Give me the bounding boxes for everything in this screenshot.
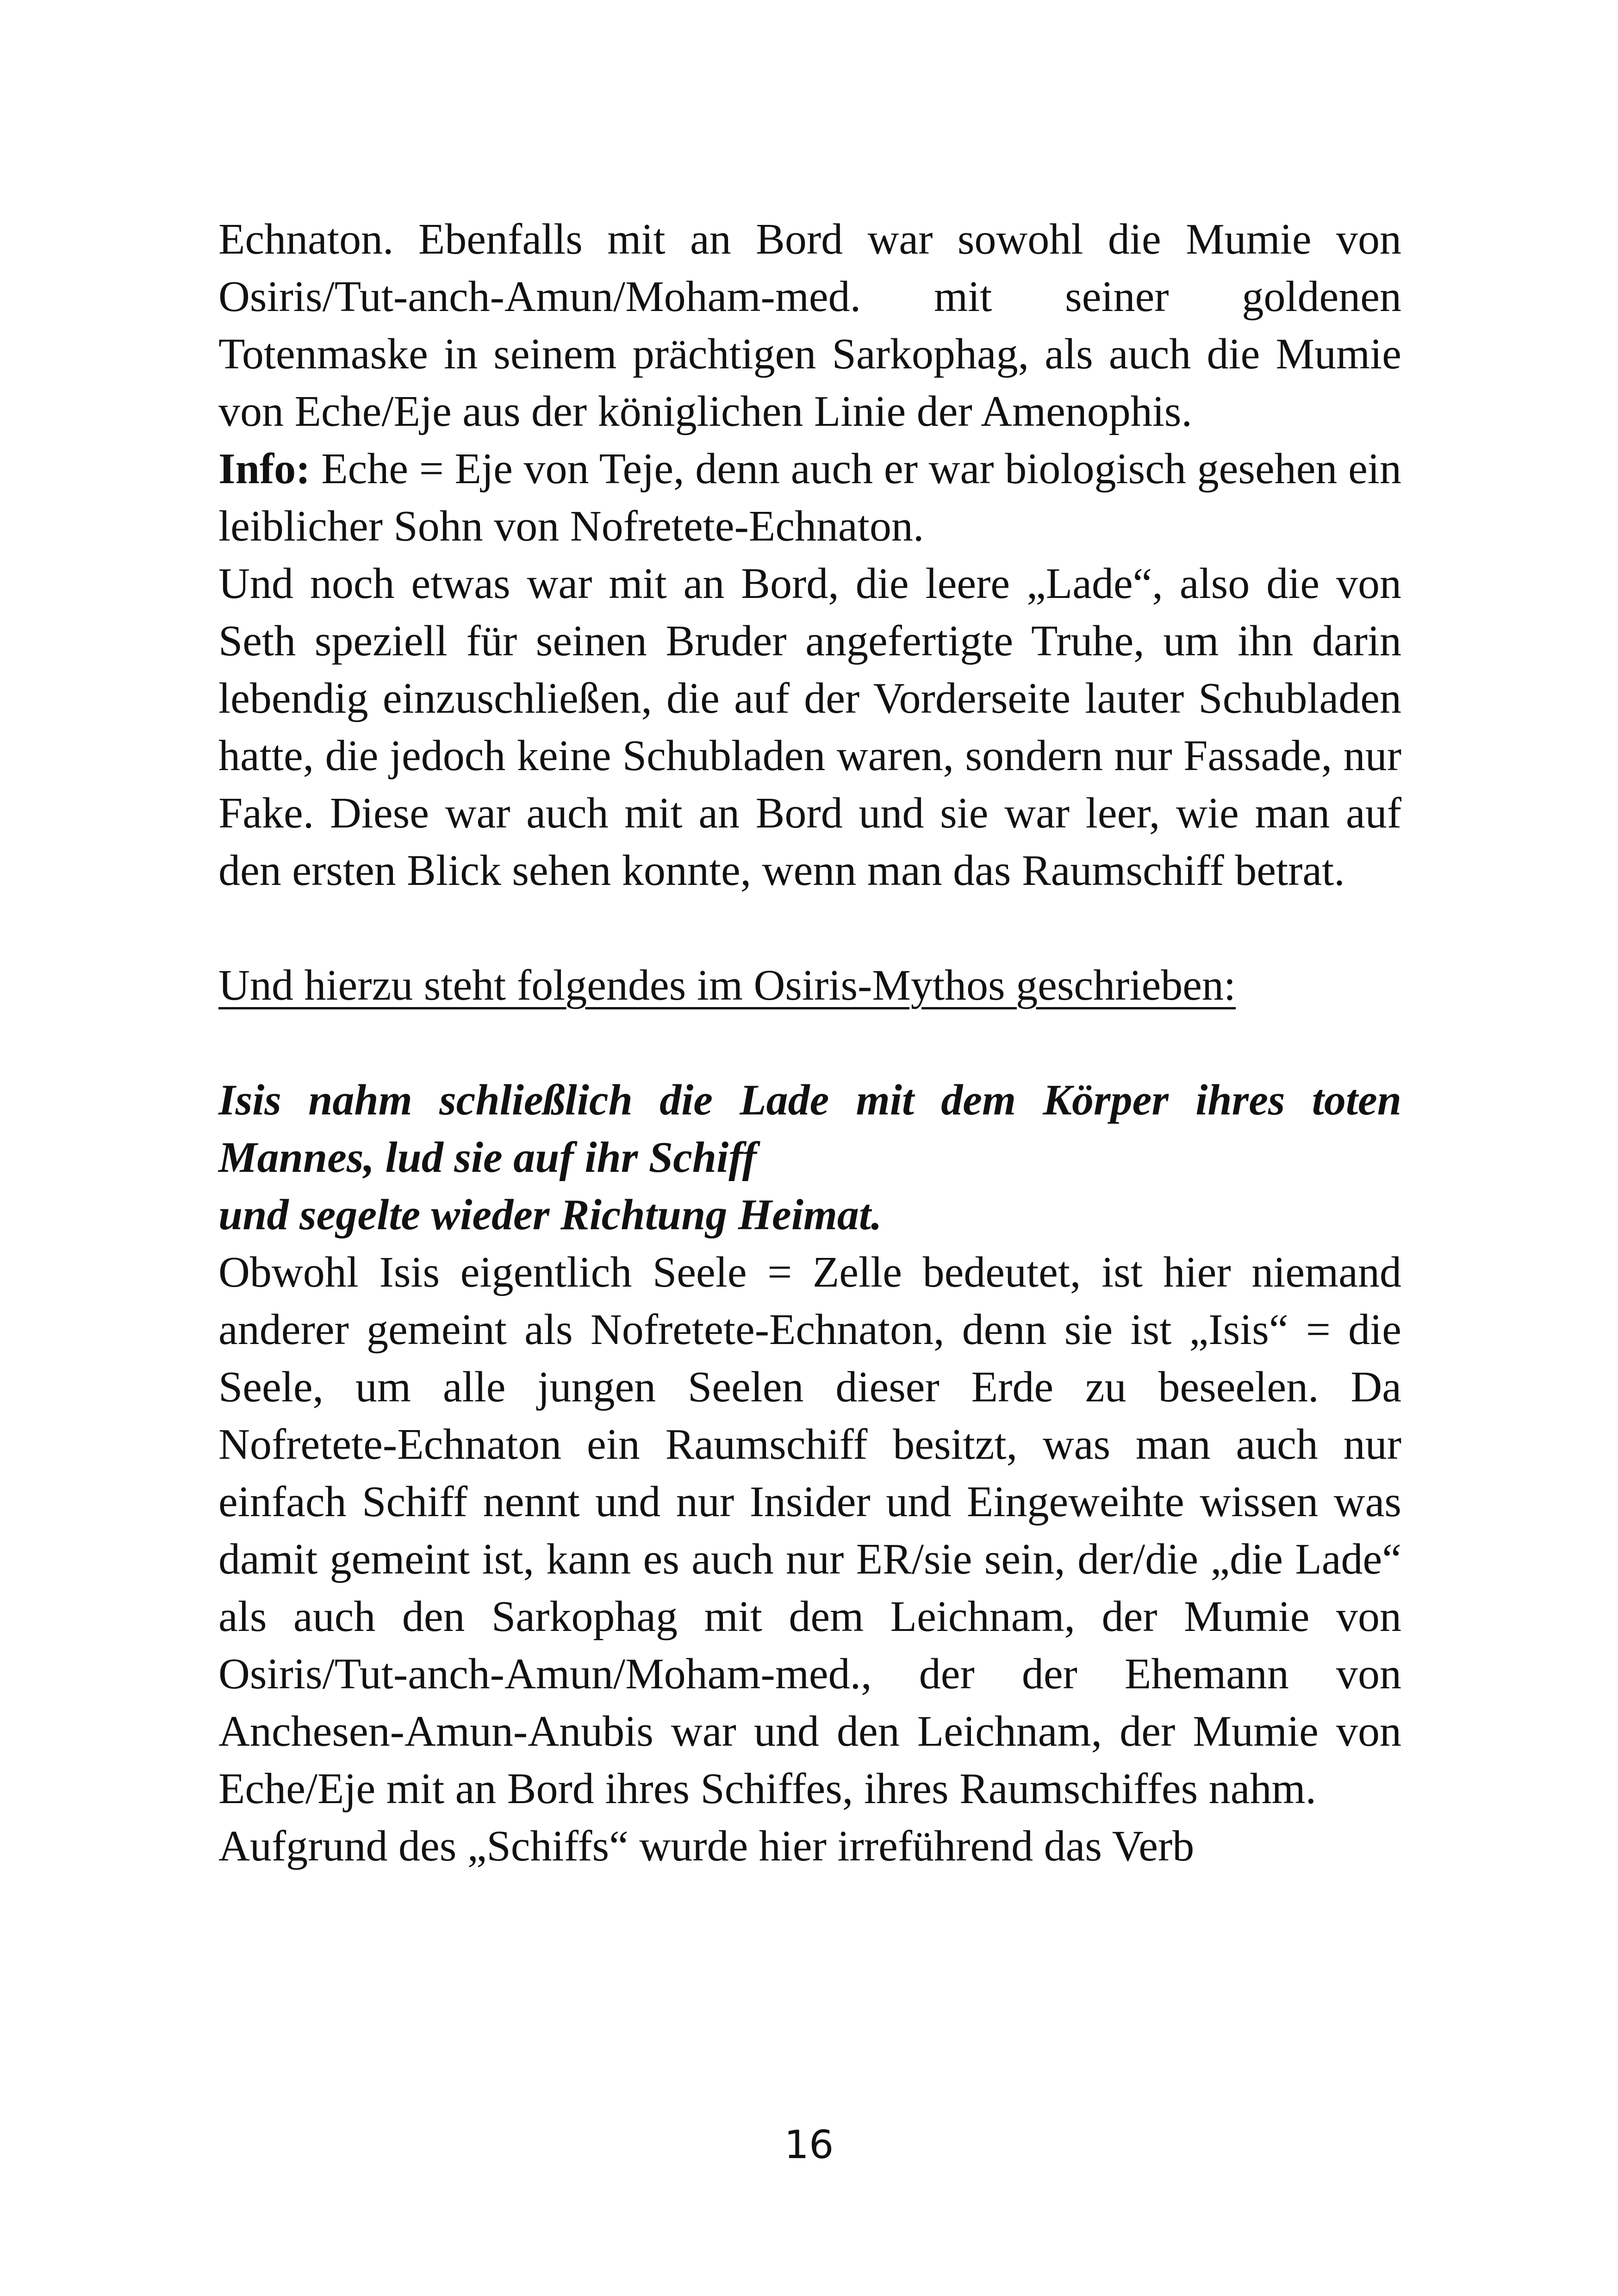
paragraph-isis: Obwohl Isis eigentlich Seele = Zelle bedeutet, ist hier niemand anderer gemeint als Nofretete-Echnaton, denn sie ist „Isis“ = die Seele, um alle jungen Seelen dieser Erde zu beseelen. Da Nofretete-Echnaton ein Raumschiff besitzt, was man auch nur einfach Schiff nennt und nur Insider und Eingeweihte wissen was damit gemeint ist, kann es auch nur ER/sie sein, der/die „die Lade“ als auch den Sarkophag mit dem Leichnam, der Mumie von Osiris/Tut-anch-Amun/Moham-med., der der Ehemann von Anchesen-Amun-Anubis war und den Leichnam, der Mumie von Eche/Eje mit an Bord ihres Schiffes, ihres Raumschiffes nahm. (218, 1248, 1401, 1813)
paragraph-info (218, 440, 1401, 555)
page-number: 16 (784, 2122, 834, 2167)
paragraph-schiff: Aufgrund des „Schiffs“ wurde hier irreführend das Verb (218, 1822, 1195, 1870)
info-label: Info: (218, 445, 311, 493)
page-body (218, 211, 1401, 1875)
paragraph-mumien: Echnaton. Ebenfalls mit an Bord war sowohl die Mumie von Osiris/Tut-anch-Amun/Moham-med. mit seiner goldenen Totenmaske in seinem prächtigen Sarkophag, als auch die Mumie von Eche/Eje aus der königlichen Linie der Amenophis. (218, 215, 1401, 436)
quote-line-2: und segelte wieder Richtung Heimat. (218, 1191, 882, 1239)
quote-block (218, 1071, 1401, 1244)
info-text: Eche = Eje von Teje, denn auch er war biologisch gesehen ein leiblicher Sohn von Nofretete-Echnaton. (218, 445, 1401, 550)
paragraph-lade: Und noch etwas war mit an Bord, die leere „Lade“, also die von Seth speziell für seinen Bruder angefertigte Truhe, um ihn darin lebendig einzuschließen, die auf der Vorderseite lauter Schubladen hatte, die jedoch keine Schubladen waren, sondern nur Fassade, nur Fake. Diese war auch mit an Bord und sie war leer, wie man auf den ersten Blick sehen konnte, wenn man das Raumschiff betrat. (218, 560, 1401, 895)
section-heading: Und hierzu steht folgendes im Osiris-Mythos geschrieben: (218, 961, 1236, 1009)
quote-line-1: Isis nahm schließlich die Lade mit dem Körper ihres toten Mannes, lud sie auf ihr Schiff (218, 1076, 1401, 1182)
